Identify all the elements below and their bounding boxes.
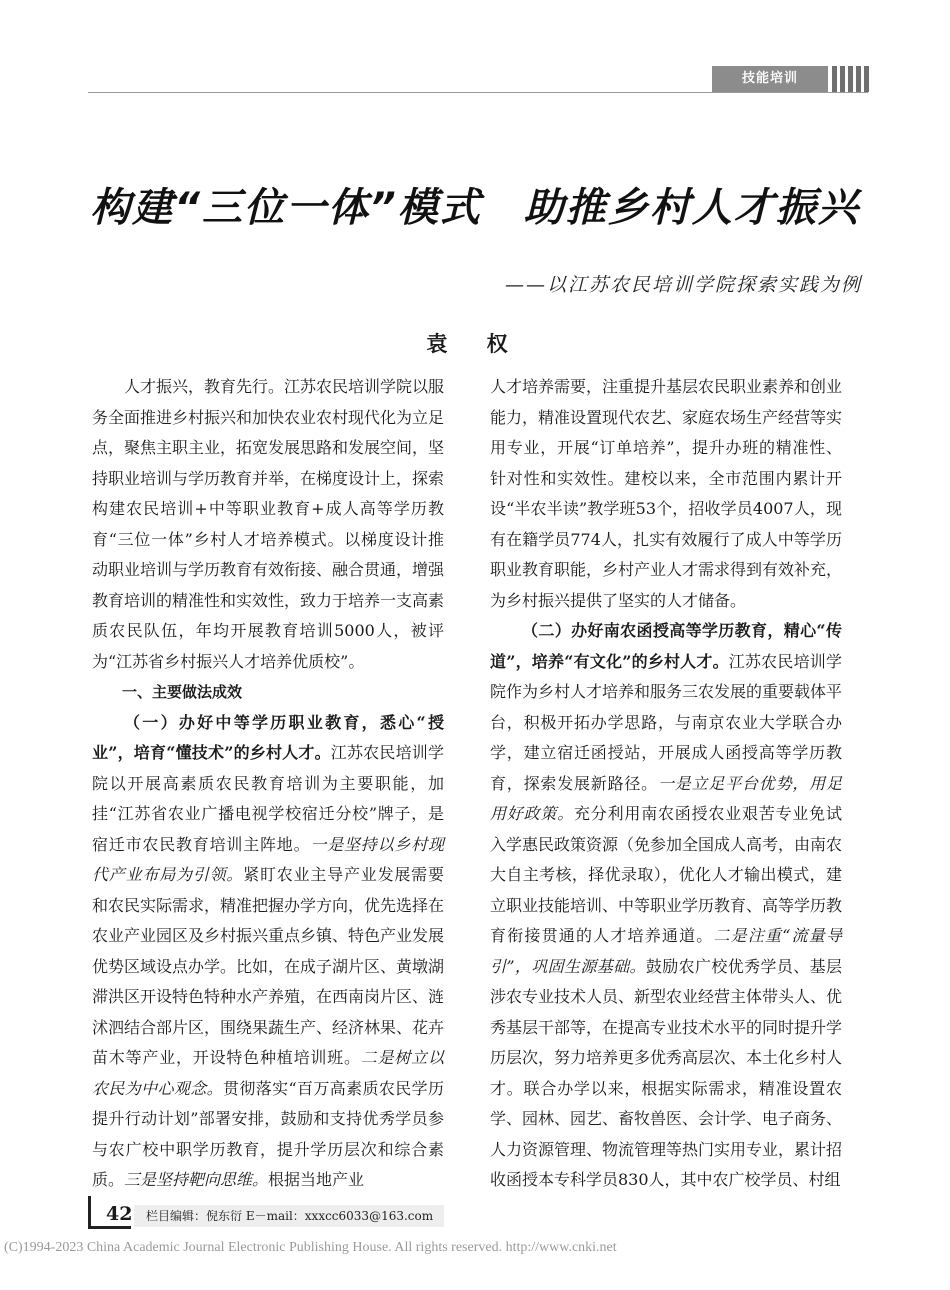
subsection-1-title: （一）办好中等学历职业教育，悉心“授业”，培育“懂技术”的乡村人才。 bbox=[92, 712, 444, 762]
editor-info: 栏目编辑：倪东衍 E－mail：xxxcc6033@163.com bbox=[134, 1205, 444, 1227]
subsection-2-paragraph: （二）办好南农函授高等学历教育，精心“传道”，培养“有文化”的乡村人才。江苏农民培训学院作为乡村人才培养和服务三农发展的重要载体平台，积极开拓办学思路，与南京农业大学联合办学，建立宿迁函授站，开展成人函授高等学历教育，探索发展新路径。一是立足平台优势，用足用好政策。充分利用南农函授农业艰苦专业免试入学惠民政策资源（免参加全国成人高考，由南农大自主考核，择优录取），优化人才输出模式，建立职业技能培训、中等职业学历教育、高等学历教育衔接贯通的人才培养通道。二是注重“流量导引”，巩固生源基础。鼓励农广校优秀学员、基层涉农专业技术人员、新型农业经营主体带头人、优秀基层干部等，在提高专业技术水平的同时提升学历层次，努力培养更多优秀高层次、本土化乡村人才。联合办学以来，根据实际需求，精准设置农学、园林、园艺、畜牧兽医、会计学、电子商务、人力资源管理、物流管理等热门实用专业，累计招收函授本专科学员830人，其中农广校学员、村组 bbox=[490, 621, 843, 1189]
left-column bbox=[92, 372, 444, 1196]
continued-paragraph: 人才培养需要，注重提升基层农民职业素养和创业能力，精准设置现代农艺、家庭农场生产经营等实用专业，开展“订单培养”，提升办班的精准性、针对性和实效性。建校以来，全市范围内累计开设“半农半读”教学班53个，招收学员4007人，现有在籍学员774人，扎实有效履行了成人中等学历职业教育职能，乡村产业人才需求得到有效补充，为乡村振兴提供了坚实的人才储备。 bbox=[490, 377, 843, 610]
section-tag: 技能培训 bbox=[712, 66, 828, 92]
header-bars-decoration bbox=[832, 66, 869, 92]
section-heading: 一、主要做法成效 bbox=[122, 683, 243, 701]
subsection-1-paragraph: （一）办好中等学历职业教育，悉心“授业”，培育“懂技术”的乡村人才。江苏农民培训学院以开展高素质农民教育培训为主要职能，加挂“江苏省农业广播电视学校宿迁分校”牌子，是宿迁市农民教育培训主阵地。一是坚持以乡村现代产业布局为引领。紧盯农业主导产业发展需要和农民实际需求，精准把握办学方向，优先选择在农业产业园区及乡村振兴重点乡镇、特色产业发展优势区域设点办学。比如，在成子湖片区、黄墩湖滞洪区开设特色特种水产养殖，在西南岗片区、涟沭泗结合部片区，围绕果蔬生产、经济林果、花卉苗木等产业，开设特色种植培训班。二是树立以农民为中心观念。贯彻落实“百万高素质农民学历提升行动计划”部署安排，鼓励和支持优秀学员参与农广校中职学历教育，提升学历层次和综合素质。三是坚持靶向思维。根据当地产业 bbox=[92, 712, 445, 1189]
article-subtitle: ——以江苏农民培训学院探索实践为例 bbox=[504, 274, 862, 296]
right-column bbox=[490, 372, 842, 1196]
header-rule bbox=[88, 92, 868, 93]
article-title: 构建“三位一体”模式 助推乡村人才振兴 bbox=[90, 185, 860, 231]
author-name: 袁 权 bbox=[426, 331, 524, 356]
page-number: 42 bbox=[106, 1203, 133, 1225]
intro-paragraph: 人才振兴，教育先行。江苏农民培训学院以服务全面推进乡村振兴和加快农业农村现代化为立足点，聚焦主职主业，拓宽发展思路和发展空间，坚持职业培训与学历教育并举，在梯度设计上，探索构建农民培训+中等职业教育+成人高等学历教育“三位一体”乡村人才培养模式。以梯度设计推动职业培训与学历教育有效衔接、融合贯通，增强教育培训的精准性和实效性，致力于培养一支高素质农民队伍，年均开展教育培训5000人，被评为“江苏省乡村振兴人才培养优质校”。 bbox=[92, 377, 445, 671]
copyright-line: (C)1994-2023 China Academic Journal Electronic Publishing House. All rights reserved. http://www.cnki.net bbox=[4, 1240, 617, 1255]
subsection-2-title: （二）办好南农函授高等学历教育，精心“传道”，培养“有文化”的乡村人才。 bbox=[490, 621, 842, 671]
